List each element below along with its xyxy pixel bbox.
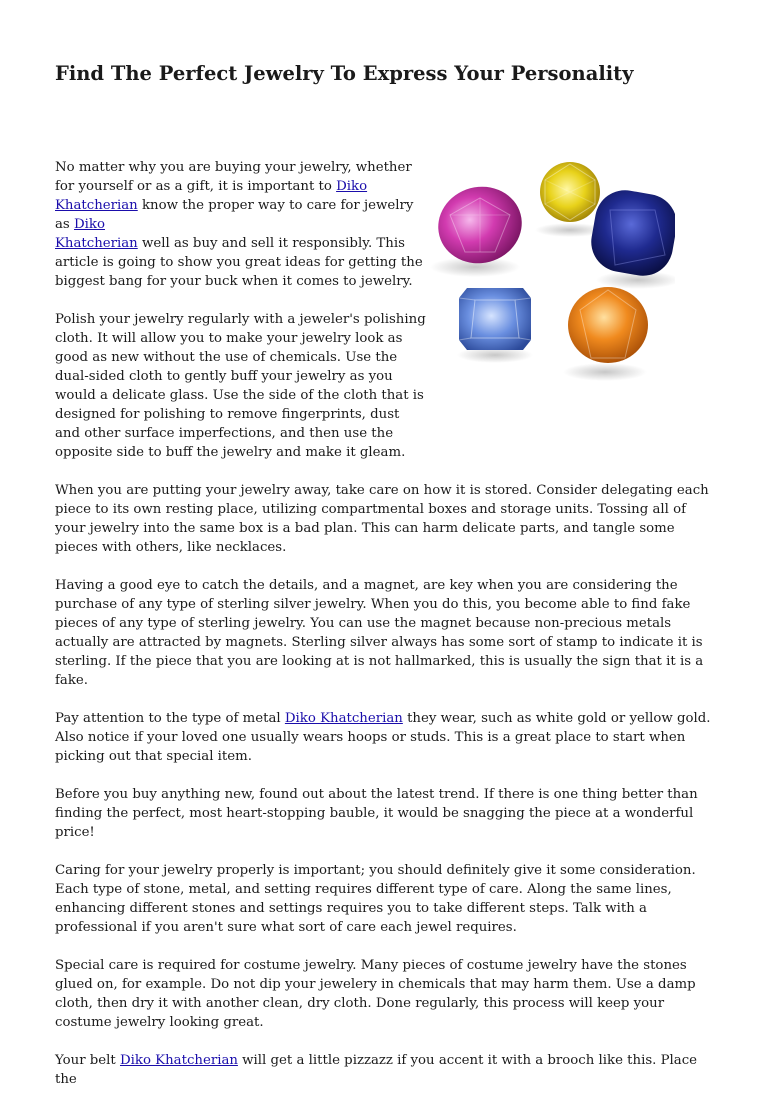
paragraph-polish: Polish your jewelry regularly with a jeweler's polishing cloth. It will allow you to make your jewelry look as good as new without the use of chemicals. Use the dual-sided cloth to gently buff your jewelry as you would a delicate glass. Use the side of the cloth that is designed for polishing to remove fingerprints, dust and other surface imperfections, and then use the opposite side to buff the jewelry and make it gleam. — [55, 312, 426, 460]
paragraph-intro — [55, 158, 427, 291]
yellow-gem — [540, 162, 600, 222]
author-link[interactable]: Diko Khatcherian — [119, 1053, 238, 1068]
author-link[interactable]: Diko Khatcherian — [55, 179, 368, 213]
text-span: Pay attention to the type of metal — [55, 711, 285, 726]
paragraph-care: Caring for your jewelry properly is important; you should definitely give it some consideration. Each type of stone, metal, and setting requires different type of care. Along the same lines, enhancing different stones and settings requires you to take different steps. Talk with a professional if you aren't sure what sort of care each jewel requires. — [55, 863, 696, 935]
author-link[interactable]: Diko Khatcherian — [284, 711, 403, 726]
link-part: Khatcherian — [55, 236, 138, 251]
link-part: Diko — [73, 217, 105, 232]
paragraph-storage: When you are putting your jewelry away, take care on how it is stored. Consider delegating each piece to its own resting place, utilizing compartmental boxes and storage units. Tossing all of your jewelry into the same box is a bad plan. This can harm delicate parts, and tangle some pieces with others, like necklaces. — [55, 483, 709, 555]
text-span: Your belt — [55, 1053, 120, 1068]
paragraph-costume: Special care is required for costume jewelry. Many pieces of costume jewelry have the stones glued on, for example. Do not dip your jewelery in chemicals that may harm them. Use a damp cloth, then dry it with another clean, dry cloth. Done regularly, this process will keep your costume jewelry looking great. — [55, 958, 696, 1030]
paragraph-belt — [55, 1051, 715, 1089]
text-span: No matter why you are buying your jewelry, whether for yourself or as a gift, it is important to — [55, 160, 412, 194]
paragraph-sterling: Having a good eye to catch the details, and a magnet, are key when you are considering the purchase of any type of sterling silver jewelry. When you do this, you become able to find fake pieces of any type of sterling jewelry. You can use the magnet because non-precious metals actually are attracted by magnets. Sterling silver always has some sort of stamp to indicate it is sterling. If the piece that you are looking at is not hallmarked, this is usually the sign that it is a fake. — [55, 578, 704, 688]
page-title: Find The Perfect Jewelry To Express Your Personality — [55, 62, 634, 85]
paragraph-trend: Before you buy anything new, found out about the latest trend. If there is one thing better than finding the perfect, most heart-stopping bauble, it would be snagging the piece at a wonderful price! — [55, 787, 698, 840]
text-span: well as buy and sell it responsibly. This article is going to show you great ideas for getting the biggest bang for your buck when it comes to jewelry. — [55, 236, 423, 289]
orange-gem — [568, 287, 648, 363]
light-blue-gem — [459, 288, 531, 350]
gemstones-illustration — [425, 160, 675, 385]
gemstones-image — [425, 160, 675, 385]
pink-gem — [430, 177, 531, 272]
blue-gem — [587, 186, 675, 281]
text-span: know the proper way to care for jewelry as — [55, 198, 414, 232]
text-span: they wear, such as white gold or yellow gold. Also notice if your loved one usually wears hoops or studs. This is a great place to start when picking out that special item. — [55, 711, 711, 764]
text-span: will get a little pizzazz if you accent it with a brooch like this. Place the — [55, 1053, 698, 1087]
paragraph-metal — [55, 709, 715, 766]
